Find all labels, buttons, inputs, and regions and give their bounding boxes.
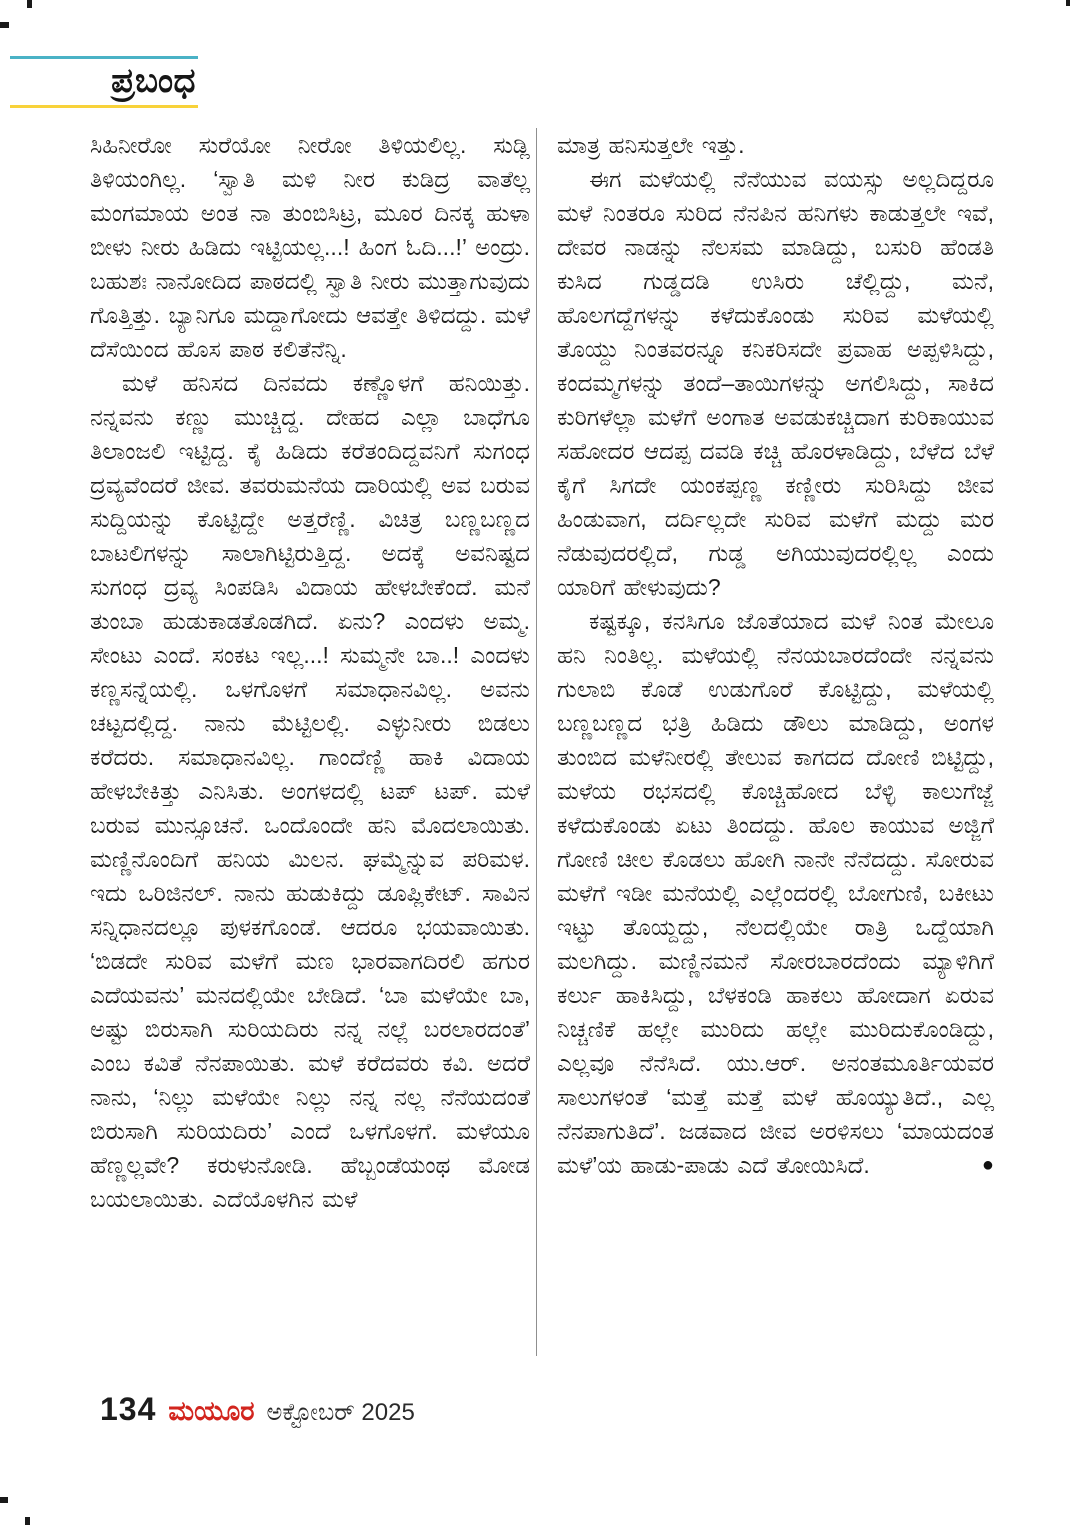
paragraph-1: ಸಿಹಿನೀರೋ ಸುರೆಯೋ ನೀರೋ ತಿಳಿಯಲಿಲ್ಲ. ಸುಡ್ಲಿ ತಿಳಿಯಂಗಿಲ್ಲ. ‘ಸ್ವಾತಿ ಮಳಿ ನೀರ ಕುಡಿದ್ರ ವಾತೆಲ್ಲ ಮಂಗಮಾಯ ಅಂತ ನಾ ತುಂಬಿಸಿಟ್ರ, ಮೂರ ದಿನಕ್ಕ ಹುಳಾ ಬೀಳು ನೀರು ಹಿಡಿದು ಇಟ್ಟಿಯಲ್ಲ...! ಹಿಂಗ ಓದಿ...!’ ಅಂದ್ರು. ಬಹುಶಃ ನಾನೋದಿದ ಪಾಠದಲ್ಲಿ ಸ್ವಾತಿ ನೀರು ಮುತ್ತಾಗುವುದು ಗೊತ್ತಿತ್ತು. ಬ್ಯಾನಿಗೂ ಮದ್ದಾಗೋದು ಆವತ್ತೇ ತಿಳಿದದ್ದು. ಮಳೆ ದೆಸೆಯಿಂದ ಹೊಸ ಪಾಠ ಕಲಿತೆನೆನ್ನಿ. [90, 132, 530, 362]
section-header [10, 56, 198, 108]
article-body [90, 128, 994, 1356]
paragraph-2: ಮಳೆ ಹನಿಸದ ದಿನವದು ಕಣ್ಣೊಳಗೆ ಹನಿಯಿತ್ತು. ನನ್ನವನು ಕಣ್ಣು ಮುಚ್ಚಿದ್ದ. ದೇಹದ ಎಲ್ಲಾ ಬಾಧೆಗೂ ತಿಲಾಂಜಲಿ ಇಟ್ಟಿದ್ದ. ಕೈ ಹಿಡಿದು ಕರೆತಂದಿದ್ದವನಿಗೆ ಸುಗಂಧ ದ್ರವ್ಯವೆಂದರೆ ಜೀವ. ತವರುಮನೆಯ ದಾರಿಯಲ್ಲಿ ಅವ ಬರುವ ಸುದ್ದಿಯನ್ನು ಕೊಟ್ಟಿದ್ದೇ ಅತ್ತರೆಣ್ಣಿ. ವಿಚಿತ್ರ ಬಣ್ಣಬಣ್ಣದ ಬಾಟಲಿಗಳನ್ನು ಸಾಲಾಗಿಟ್ಟಿರುತ್ತಿದ್ದ. ಅದಕ್ಕೆ ಅವನಿಷ್ಟದ ಸುಗಂಧ ದ್ರವ್ಯ ಸಿಂಪಡಿಸಿ ವಿದಾಯ ಹೇಳಬೇಕೆಂದೆ. ಮನೆ ತುಂಬಾ ಹುಡುಕಾಡತೊಡಗಿದೆ. ಏನು? ಎಂದಳು ಅಮ್ಮ. ಸೇಂಟು ಎಂದೆ. ಸಂಕಟ ಇಲ್ಲ...! ಸುಮ್ಮನೇ ಬಾ..! ಎಂದಳು ಕಣ್ಣಸನ್ನೆಯಲ್ಲಿ. ಒಳಗೊಳಗೆ ಸಮಾಧಾನವಿಲ್ಲ. ಅವನು ಚಟ್ಟದಲ್ಲಿದ್ದ. ನಾನು ಮೆಟ್ಟಿಲಲ್ಲಿ. ಎಳ್ಳುನೀರು ಬಿಡಲು ಕರೆದರು. ಸಮಾಧಾನವಿಲ್ಲ. ಗಾಂದೆಣ್ಣಿ ಹಾಕಿ ವಿದಾಯ ಹೇಳಬೇಕಿತ್ತು ಎನಿಸಿತು. ಅಂಗಳದಲ್ಲಿ ಟಪ್ ಟಪ್. ಮಳೆ ಬರುವ ಮುನ್ಸೂಚನೆ. ಒಂದೊಂದೇ ಹನಿ ಮೊದಲಾಯಿತು. ಮಣ್ಣಿನೊಂದಿಗೆ ಹನಿಯ ಮಿಲನ. ಘಮ್ಮೆನ್ನುವ ಪರಿಮಳ. ಇದು ಒರಿಜಿನಲ್. ನಾನು ಹುಡುಕಿದ್ದು ಡೂಪ್ಲಿಕೇಟ್. ಸಾವಿನ ಸನ್ನಿಧಾನದಲ್ಲೂ ಪುಳಕಗೊಂಡೆ. ಆದರೂ ಭಯವಾಯಿತು. ‘ಬಿಡದೇ ಸುರಿವ ಮಳೆಗೆ ಮಣ ಭಾರವಾಗದಿರಲಿ ಹಗುರ ಎದೆಯವನು’ ಮನದಲ್ಲಿಯೇ ಬೇಡಿದೆ. ‘ಬಾ ಮಳೆಯೇ ಬಾ, ಅಷ್ಟು ಬಿರುಸಾಗಿ ಸುರಿಯದಿರು ನನ್ನ ನಲ್ಲೆ ಬರಲಾರದಂತೆ’ ಎಂಬ ಕವಿತೆ ನೆನಪಾಯಿತು. ಮಳೆ ಕರೆದವರು ಕವಿ. ಅದರೆ ನಾನು, ‘ನಿಲ್ಲು ಮಳೆಯೇ ನಿಲ್ಲು ನನ್ನ ನಲ್ಲ ನೆನೆಯದಂತೆ ಬಿರುಸಾಗಿ ಸುರಿಯದಿರು’ ಎಂದೆ ಒಳಗೊಳಗೆ. ಮಳೆಯೂ ಹೆಣ್ಣಲ್ಲವೇ? ಕರುಳುನೋಡಿ. ಹೆಬ್ಬಂಡೆಯಂಥ ಮೋಡ ಬಯಲಾಯಿತು. ಎದೆಯೊಳಗಿನ ಮಳೆ [90, 370, 530, 1212]
paragraph-4 [557, 604, 994, 1182]
magazine-logo: ಮಯೂರ [168, 1396, 255, 1426]
crop-mark-bottom-left-horizontal [0, 1497, 8, 1503]
section-title: ಪ್ರಬಂಧ [111, 62, 196, 100]
right-column [557, 128, 994, 1356]
paragraph-2-continued: ಮಾತ್ರ ಹನಿಸುತ್ತಲೇ ಇತ್ತು. [557, 132, 745, 158]
end-of-article-mark: ● [981, 1154, 994, 1176]
page-number: 134 [100, 1391, 157, 1427]
crop-mark-top-right [1066, 0, 1070, 6]
paragraph-3: ಈಗ ಮಳೆಯಲ್ಲಿ ನೆನೆಯುವ ವಯಸ್ಸು ಅಲ್ಲದಿದ್ದರೂ ಮಳೆ ನಿಂತರೂ ಸುರಿದ ನೆನಪಿನ ಹನಿಗಳು ಕಾಡುತ್ತಲೇ ಇವೆ, ದೇವರ ನಾಡನ್ನು ನೆಲಸಮ ಮಾಡಿದ್ದು, ಬಸುರಿ ಹೆಂಡತಿ ಕುಸಿದ ಗುಡ್ಡದಡಿ ಉಸಿರು ಚೆಲ್ಲಿದ್ದು, ಮನೆ, ಹೊಲಗದ್ದೆಗಳನ್ನು ಕಳೆದುಕೊಂಡು ಸುರಿವ ಮಳೆಯಲ್ಲಿ ತೊಯ್ದು ನಿಂತವರನ್ನೂ ಕನಿಕರಿಸದೇ ಪ್ರವಾಹ ಅಪ್ಪಳಿಸಿದ್ದು, ಕಂದಮ್ಮಗಳನ್ನು ತಂದೆ–ತಾಯಿಗಳನ್ನು ಅಗಲಿಸಿದ್ದು, ಸಾಕಿದ ಕುರಿಗಳೆಲ್ಲಾ ಮಳೆಗೆ ಅಂಗಾತ ಅವಡುಕಚ್ಚಿದಾಗ ಕುರಿಕಾಯುವ ಸಹೋದರ ಆದಪ್ಪ ದವಡಿ ಕಚ್ಚಿ ಹೊರಳಾಡಿದ್ದು, ಬೆಳೆದ ಬೆಳೆ ಕೈಗೆ ಸಿಗದೇ ಯಂಕಪ್ಪಣ್ಣ ಕಣ್ಣೀರು ಸುರಿಸಿದ್ದು ಜೀವ ಹಿಂಡುವಾಗ, ದರ್ದಿಲ್ಲದೇ ಸುರಿವ ಮಳೆಗೆ ಮದ್ದು ಮರ ನೆಡುವುದರಲ್ಲಿದೆ, ಗುಡ್ಡ ಅಗಿಯುವುದರಲ್ಲಿಲ್ಲ ಎಂದು ಯಾರಿಗೆ ಹೇಳುವುದು? [557, 166, 994, 600]
page-footer [100, 1391, 415, 1428]
crop-mark-top-left-vertical [27, 0, 32, 8]
paragraph-4-text: ಕಷ್ಟಕ್ಕೂ, ಕನಸಿಗೂ ಜೊತೆಯಾದ ಮಳೆ ನಿಂತ ಮೇಲೂ ಹನಿ ನಿಂತಿಲ್ಲ. ಮಳೆಯಲ್ಲಿ ನೆನಯಬಾರದೆಂದೇ ನನ್ನವನು ಗುಲಾಬಿ ಕೊಡೆ ಉಡುಗೊರೆ ಕೊಟ್ಟಿದ್ದು, ಮಳೆಯಲ್ಲಿ ಬಣ್ಣಬಣ್ಣದ ಭತ್ರಿ ಹಿಡಿದು ಡೌಲು ಮಾಡಿದ್ದು, ಅಂಗಳ ತುಂಬಿದ ಮಳೆನೀರಲ್ಲಿ ತೇಲುವ ಕಾಗದದ ದೋಣಿ ಬಿಟ್ಟಿದ್ದು, ಮಳೆಯ ರಭಸದಲ್ಲಿ ಕೊಚ್ಚಿಹೋದ ಬೆಳ್ಳಿ ಕಾಲುಗೆಜ್ಜೆ ಕಳೆದುಕೊಂಡು ಏಟು ತಿಂದದ್ದು. ಹೊಲ ಕಾಯುವ ಅಜ್ಜಿಗೆ ಗೋಣಿ ಚೀಲ ಕೊಡಲು ಹೋಗಿ ನಾನೇ ನೆನೆದದ್ದು. ಸೋರುವ ಮಳೆಗೆ ಇಡೀ ಮನೆಯಲ್ಲಿ ಎಲ್ಲೆಂದರಲ್ಲಿ ಬೋಗುಣಿ, ಬಕೀಟು ಇಟ್ಟು ತೊಯ್ದದ್ದು, ನೆಲದಲ್ಲಿಯೇ ರಾತ್ರಿ ಒದ್ದೆಯಾಗಿ ಮಲಗಿದ್ದು. ಮಣ್ಣಿನಮನೆ ಸೋರಬಾರದೆಂದು ಮ್ಯಾಳಿಗಿಗೆ ಕರ್ಲು ಹಾಕಿಸಿದ್ದು, ಬೆಳಕಂಡಿ ಹಾಕಲು ಹೋದಾಗ ಏರುವ ನಿಚ್ಚಣಿಕೆ ಹಲ್ಲೇ ಮುರಿದು ಹಲ್ಲೇ ಮುರಿದುಕೊಂಡಿದ್ದು, ಎಲ್ಲವೂ ನೆನೆಸಿದೆ. ಯು.ಆರ್. ಅನಂತಮೂರ್ತಿಯವರ ಸಾಲುಗಳಂತೆ ‘ಮತ್ತೆ ಮತ್ತೆ ಮಳೆ ಹೊಯ್ಯುತಿದೆ., ಎಲ್ಲ ನೆನಪಾಗುತಿದೆ’. ಜಡವಾದ ಜೀವ ಅರಳಿಸಲು ‘ಮಾಯದಂತ ಮಳೆ’ಯ ಹಾಡು-ಪಾಡು ಎದೆ ತೋಯಿಸಿದೆ. [557, 608, 994, 1178]
column-divider [536, 128, 537, 1356]
crop-mark-top-left-horizontal [0, 22, 9, 28]
left-column [90, 128, 530, 1356]
crop-mark-bottom-left-vertical [25, 1517, 30, 1525]
issue-date: ಅಕ್ಟೋಬರ್ 2025 [266, 1399, 415, 1426]
